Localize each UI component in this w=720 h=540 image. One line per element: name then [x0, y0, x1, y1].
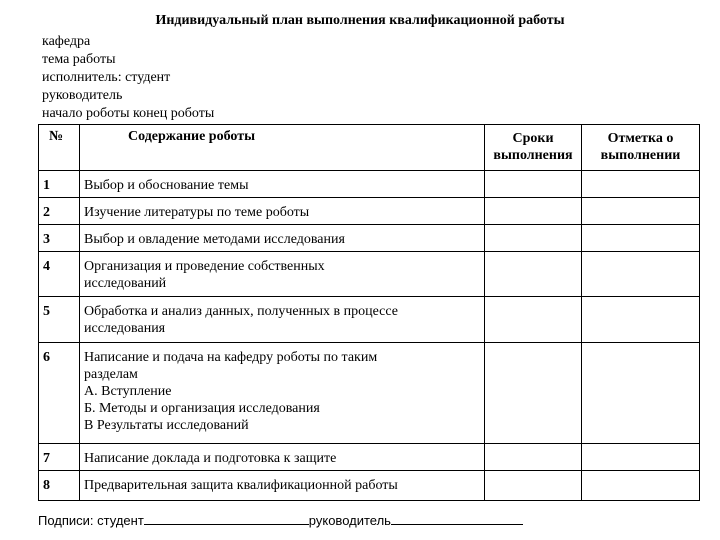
meta-department: кафедра — [42, 34, 91, 49]
supervisor-signature-label: руководитель — [308, 513, 391, 528]
header-deadline-line2: выполнения — [493, 148, 573, 163]
row-num: 5 — [39, 297, 80, 343]
row-line: В Результаты исследований — [84, 418, 249, 433]
row-line: исследования — [84, 321, 166, 336]
row-num: 2 — [39, 198, 80, 225]
row-num: 8 — [39, 471, 80, 501]
meta-topic: тема работы — [42, 52, 116, 67]
row-line: исследований — [84, 276, 167, 291]
row-mark-cell[interactable] — [582, 297, 700, 343]
row-work — [80, 444, 485, 471]
page-title: Индивидуальный план выполнения квалификационной работы — [155, 13, 565, 28]
row-line: Б. Методы и организация исследования — [84, 401, 320, 416]
table-row — [39, 297, 700, 343]
row-num: 7 — [39, 444, 80, 471]
student-signature-label: Подписи: студент — [38, 513, 144, 528]
row-work — [80, 198, 485, 225]
row-mark-cell[interactable] — [582, 225, 700, 252]
row-deadline-cell[interactable] — [485, 444, 582, 471]
row-mark-cell[interactable] — [582, 444, 700, 471]
row-line: Предварительная защита квалификационной работы — [84, 478, 398, 493]
header-mark-line2: выполнении — [600, 148, 681, 163]
row-deadline-cell[interactable] — [485, 225, 582, 252]
meta-dates: начало роботы конец роботы — [42, 106, 215, 121]
row-work — [80, 252, 485, 297]
row-deadline-cell[interactable] — [485, 171, 582, 198]
row-num: 3 — [39, 225, 80, 252]
row-mark-cell[interactable] — [582, 252, 700, 297]
row-work — [80, 171, 485, 198]
row-deadline-cell[interactable] — [485, 471, 582, 501]
row-deadline-cell[interactable] — [485, 343, 582, 444]
row-work — [80, 471, 485, 501]
meta-supervisor: руководитель — [42, 88, 123, 103]
row-num: 4 — [39, 252, 80, 297]
row-line: Написание доклада и подготовка к защите — [84, 451, 337, 466]
table-row — [39, 171, 700, 198]
header-mark — [582, 125, 700, 171]
student-signature-line[interactable] — [144, 512, 309, 525]
header-deadline — [485, 125, 582, 171]
table-header-row — [39, 125, 700, 171]
table-row — [39, 471, 700, 501]
row-mark-cell[interactable] — [582, 198, 700, 225]
row-deadline-cell[interactable] — [485, 252, 582, 297]
table-row — [39, 198, 700, 225]
row-mark-cell[interactable] — [582, 343, 700, 444]
row-deadline-cell[interactable] — [485, 198, 582, 225]
row-mark-cell[interactable] — [582, 471, 700, 501]
header-deadline-line1: Сроки — [512, 131, 554, 146]
row-line: Выбор и овладение методами исследования — [84, 232, 345, 247]
row-deadline-cell[interactable] — [485, 297, 582, 343]
row-line: Изучение литературы по теме роботы — [84, 205, 310, 220]
row-work — [80, 297, 485, 343]
table-row — [39, 252, 700, 297]
row-work — [80, 343, 485, 444]
table-row — [39, 343, 700, 444]
row-line: Обработка и анализ данных, полученных в процессе — [84, 304, 398, 319]
row-line: А. Вступление — [84, 384, 172, 399]
work-meta — [42, 33, 214, 123]
header-num: № — [39, 125, 80, 171]
plan-table — [38, 124, 700, 501]
row-work — [80, 225, 485, 252]
row-line: Написание и подача на кафедру роботы по таким — [84, 350, 378, 365]
table-row — [39, 225, 700, 252]
row-num: 6 — [39, 343, 80, 444]
header-content: Содержание роботы — [80, 125, 485, 171]
row-mark-cell[interactable] — [582, 171, 700, 198]
table-row — [39, 444, 700, 471]
row-line: разделам — [84, 367, 138, 382]
row-line: Организация и проведение собственных — [84, 259, 325, 274]
header-mark-line1: Отметка о — [607, 131, 674, 146]
row-num: 1 — [39, 171, 80, 198]
row-line: Выбор и обоснование темы — [84, 178, 249, 193]
signature-footer — [38, 512, 523, 528]
supervisor-signature-line[interactable] — [391, 512, 523, 525]
meta-student: исполнитель: студент — [42, 70, 171, 85]
